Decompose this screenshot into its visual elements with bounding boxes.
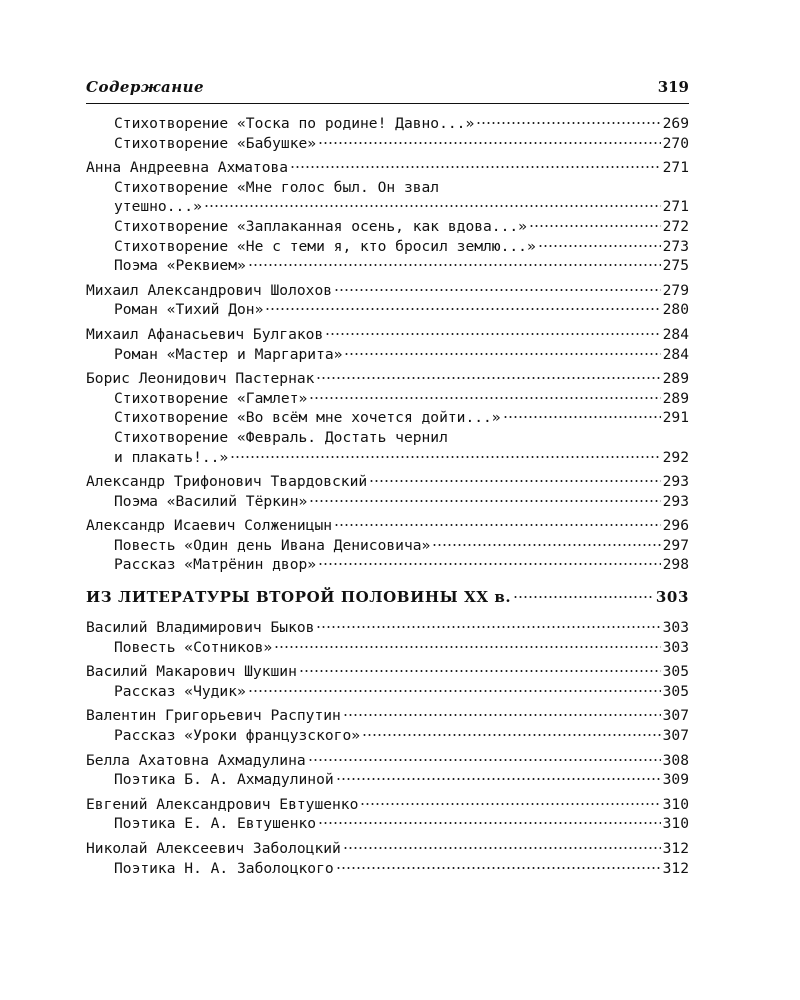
toc-group bbox=[86, 706, 689, 745]
dot-leader bbox=[308, 759, 661, 761]
running-title: Содержание bbox=[86, 78, 205, 96]
header-rule bbox=[86, 103, 689, 104]
dot-leader bbox=[360, 803, 660, 805]
dot-leader bbox=[476, 122, 660, 124]
work-entry-text: Стихотворение «Не с теми я, кто бросил землю...» bbox=[114, 237, 536, 255]
work-entry bbox=[86, 859, 689, 879]
work-entry-text: Поэма «Реквием» bbox=[114, 257, 246, 275]
work-entry-page: 312 bbox=[662, 859, 689, 877]
dot-leader bbox=[538, 245, 661, 247]
dot-leader bbox=[204, 205, 661, 207]
work-entry-text: Стихотворение «Заплаканная осень, как вдова...» bbox=[114, 217, 527, 235]
work-entry-page: 307 bbox=[662, 727, 689, 745]
author-entry-page: 284 bbox=[662, 325, 689, 343]
author-entry-page: 289 bbox=[662, 370, 689, 388]
work-entry-page: 280 bbox=[662, 301, 689, 319]
work-entry-page: 269 bbox=[662, 115, 689, 132]
work-entry bbox=[86, 536, 689, 556]
toc-group bbox=[86, 839, 689, 878]
work-entry bbox=[86, 114, 689, 134]
work-entry bbox=[86, 345, 689, 365]
work-entry-page: 291 bbox=[662, 409, 689, 427]
author-entry-page: 307 bbox=[662, 707, 689, 725]
author-entry-text: Александр Трифонович Твардовский bbox=[86, 473, 368, 491]
author-entry bbox=[86, 472, 689, 492]
dot-leader bbox=[309, 500, 660, 502]
author-entry-page: 312 bbox=[662, 840, 689, 857]
dot-leader bbox=[265, 308, 660, 310]
section-heading bbox=[86, 584, 689, 610]
author-entry-page: 308 bbox=[662, 751, 689, 769]
work-entry-text: Роман «Тихий Дон» bbox=[114, 301, 264, 319]
toc-group bbox=[86, 472, 689, 511]
toc-group bbox=[86, 369, 689, 467]
dot-leader bbox=[318, 563, 661, 565]
author-entry bbox=[86, 325, 689, 345]
dot-leader bbox=[432, 544, 660, 546]
dot-leader bbox=[362, 734, 661, 736]
author-entry bbox=[86, 158, 689, 178]
author-entry-text: Анна Андреевна Ахматова bbox=[86, 159, 289, 177]
dot-leader bbox=[318, 142, 661, 144]
dot-leader bbox=[369, 480, 660, 482]
toc-group bbox=[86, 325, 689, 364]
dot-leader bbox=[318, 822, 661, 824]
work-entry-page: 303 bbox=[662, 638, 689, 656]
author-entry-text: Василий Макарович Шукшин bbox=[86, 663, 297, 681]
author-entry-text: Валентин Григорьевич Распутин bbox=[86, 707, 341, 725]
author-entry-text: Борис Леонидович Пастернак bbox=[86, 370, 315, 388]
toc-group bbox=[86, 516, 689, 575]
work-entry-text: Роман «Мастер и Маргарита» bbox=[114, 345, 343, 363]
dot-leader bbox=[343, 714, 661, 716]
page-header bbox=[86, 78, 689, 98]
work-entry-page: 305 bbox=[662, 682, 689, 700]
dot-leader bbox=[316, 377, 660, 379]
table-of-contents bbox=[86, 114, 689, 883]
work-entry-text: Стихотворение «Во всём мне хочется дойти...» bbox=[114, 409, 501, 427]
work-entry bbox=[86, 726, 689, 746]
work-entry-line bbox=[86, 178, 689, 198]
work-entry-page: 298 bbox=[662, 556, 689, 574]
work-entry-line bbox=[86, 428, 689, 448]
work-entry bbox=[86, 134, 689, 154]
work-entry-page: 309 bbox=[662, 771, 689, 789]
author-entry-page: 293 bbox=[662, 473, 689, 491]
work-entry bbox=[86, 300, 689, 320]
author-entry bbox=[86, 662, 689, 682]
dot-leader bbox=[299, 670, 661, 672]
work-entry-page: 275 bbox=[662, 257, 689, 275]
work-entry-page: 271 bbox=[662, 198, 689, 216]
author-entry bbox=[86, 706, 689, 726]
work-entry-page: 292 bbox=[662, 448, 689, 466]
work-entry-text: Стихотворение «Мне голос был. Он звал bbox=[114, 178, 440, 196]
dot-leader bbox=[325, 333, 660, 335]
toc-group bbox=[86, 751, 689, 790]
dot-leader bbox=[230, 456, 660, 458]
dot-leader bbox=[336, 778, 661, 780]
work-entry bbox=[86, 256, 689, 276]
dot-leader bbox=[336, 867, 661, 869]
work-entry-page: 310 bbox=[662, 815, 689, 833]
work-entry bbox=[86, 408, 689, 428]
dot-leader bbox=[529, 225, 661, 227]
work-entry-page: 284 bbox=[662, 345, 689, 363]
author-entry bbox=[86, 618, 689, 638]
work-entry bbox=[86, 237, 689, 257]
toc-group bbox=[86, 662, 689, 701]
author-entry-text: Александр Исаевич Солженицын bbox=[86, 517, 333, 535]
work-entry-text: Рассказ «Уроки французского» bbox=[114, 727, 361, 745]
dot-leader bbox=[316, 626, 660, 628]
author-entry-text: Василий Владимирович Быков bbox=[86, 619, 315, 637]
work-entry-text: Поэтика Б. А. Ахмадулиной bbox=[114, 771, 334, 789]
dot-leader bbox=[503, 416, 661, 418]
dot-leader bbox=[334, 524, 661, 526]
dot-leader bbox=[248, 264, 661, 266]
work-entry bbox=[86, 448, 689, 468]
section-heading-page: 303 bbox=[655, 588, 689, 607]
work-entry-text: Повесть «Один день Ивана Денисовича» bbox=[114, 536, 431, 554]
author-entry-page: 279 bbox=[662, 281, 689, 299]
work-entry-text: Повесть «Сотников» bbox=[114, 638, 273, 656]
work-entry bbox=[86, 682, 689, 702]
author-entry-page: 303 bbox=[662, 619, 689, 637]
dot-leader bbox=[290, 166, 661, 168]
dot-leader bbox=[334, 289, 661, 291]
work-entry-text: Поэма «Василий Тёркин» bbox=[114, 492, 308, 510]
toc-group bbox=[86, 158, 689, 276]
author-entry-text: Михаил Александрович Шолохов bbox=[86, 281, 333, 299]
work-entry-text: Рассказ «Чудик» bbox=[114, 682, 246, 700]
page-number: 319 bbox=[657, 78, 689, 96]
work-entry bbox=[86, 638, 689, 658]
toc-group bbox=[86, 618, 689, 657]
work-entry bbox=[86, 814, 689, 834]
work-entry-page: 289 bbox=[662, 389, 689, 407]
author-entry bbox=[86, 839, 689, 859]
work-entry-text: и плакать!..» bbox=[114, 448, 229, 466]
work-entry bbox=[86, 389, 689, 409]
toc-group bbox=[86, 281, 689, 320]
work-entry-text: Стихотворение «Гамлет» bbox=[114, 389, 308, 407]
author-entry-text: Евгений Александрович Евтушенко bbox=[86, 795, 359, 813]
work-entry-text: Поэтика Е. А. Евтушенко bbox=[114, 815, 317, 833]
work-entry bbox=[86, 770, 689, 790]
author-entry-text: Николай Алексеевич Заболоцкий bbox=[86, 840, 341, 857]
work-entry-text: Стихотворение «Тоска по родине! Давно...» bbox=[114, 115, 475, 132]
work-entry-page: 293 bbox=[662, 492, 689, 510]
author-entry bbox=[86, 751, 689, 771]
dot-leader bbox=[343, 847, 661, 849]
work-entry-page: 272 bbox=[662, 217, 689, 235]
author-entry-text: Михаил Афанасьевич Булгаков bbox=[86, 325, 324, 343]
author-entry-page: 296 bbox=[662, 517, 689, 535]
dot-leader bbox=[344, 353, 660, 355]
toc-group bbox=[86, 114, 689, 153]
section-heading-text: ИЗ ЛИТЕРАТУРЫ ВТОРОЙ ПОЛОВИНЫ XX в. bbox=[86, 588, 512, 607]
work-entry bbox=[86, 217, 689, 237]
dot-leader bbox=[309, 397, 660, 399]
work-entry-text: утешно...» bbox=[114, 198, 202, 216]
author-entry bbox=[86, 369, 689, 389]
dot-leader bbox=[248, 690, 661, 692]
author-entry bbox=[86, 516, 689, 536]
work-entry bbox=[86, 555, 689, 575]
author-entry-text: Белла Ахатовна Ахмадулина bbox=[86, 751, 306, 769]
dot-leader bbox=[274, 646, 660, 648]
author-entry-page: 271 bbox=[662, 159, 689, 177]
work-entry-page: 297 bbox=[662, 536, 689, 554]
work-entry bbox=[86, 197, 689, 217]
author-entry-page: 305 bbox=[662, 663, 689, 681]
work-entry-text: Стихотворение «Февраль. Достать чернил bbox=[114, 428, 448, 446]
author-entry bbox=[86, 795, 689, 815]
work-entry-text: Стихотворение «Бабушке» bbox=[114, 134, 317, 152]
author-entry-page: 310 bbox=[662, 795, 689, 813]
work-entry bbox=[86, 492, 689, 512]
dot-leader bbox=[513, 596, 654, 598]
work-entry-page: 270 bbox=[662, 134, 689, 152]
author-entry bbox=[86, 281, 689, 301]
work-entry-page: 273 bbox=[662, 237, 689, 255]
work-entry-text: Рассказ «Матрёнин двор» bbox=[114, 556, 317, 574]
work-entry-text: Поэтика Н. А. Заболоцкого bbox=[114, 859, 334, 877]
toc-group bbox=[86, 795, 689, 834]
